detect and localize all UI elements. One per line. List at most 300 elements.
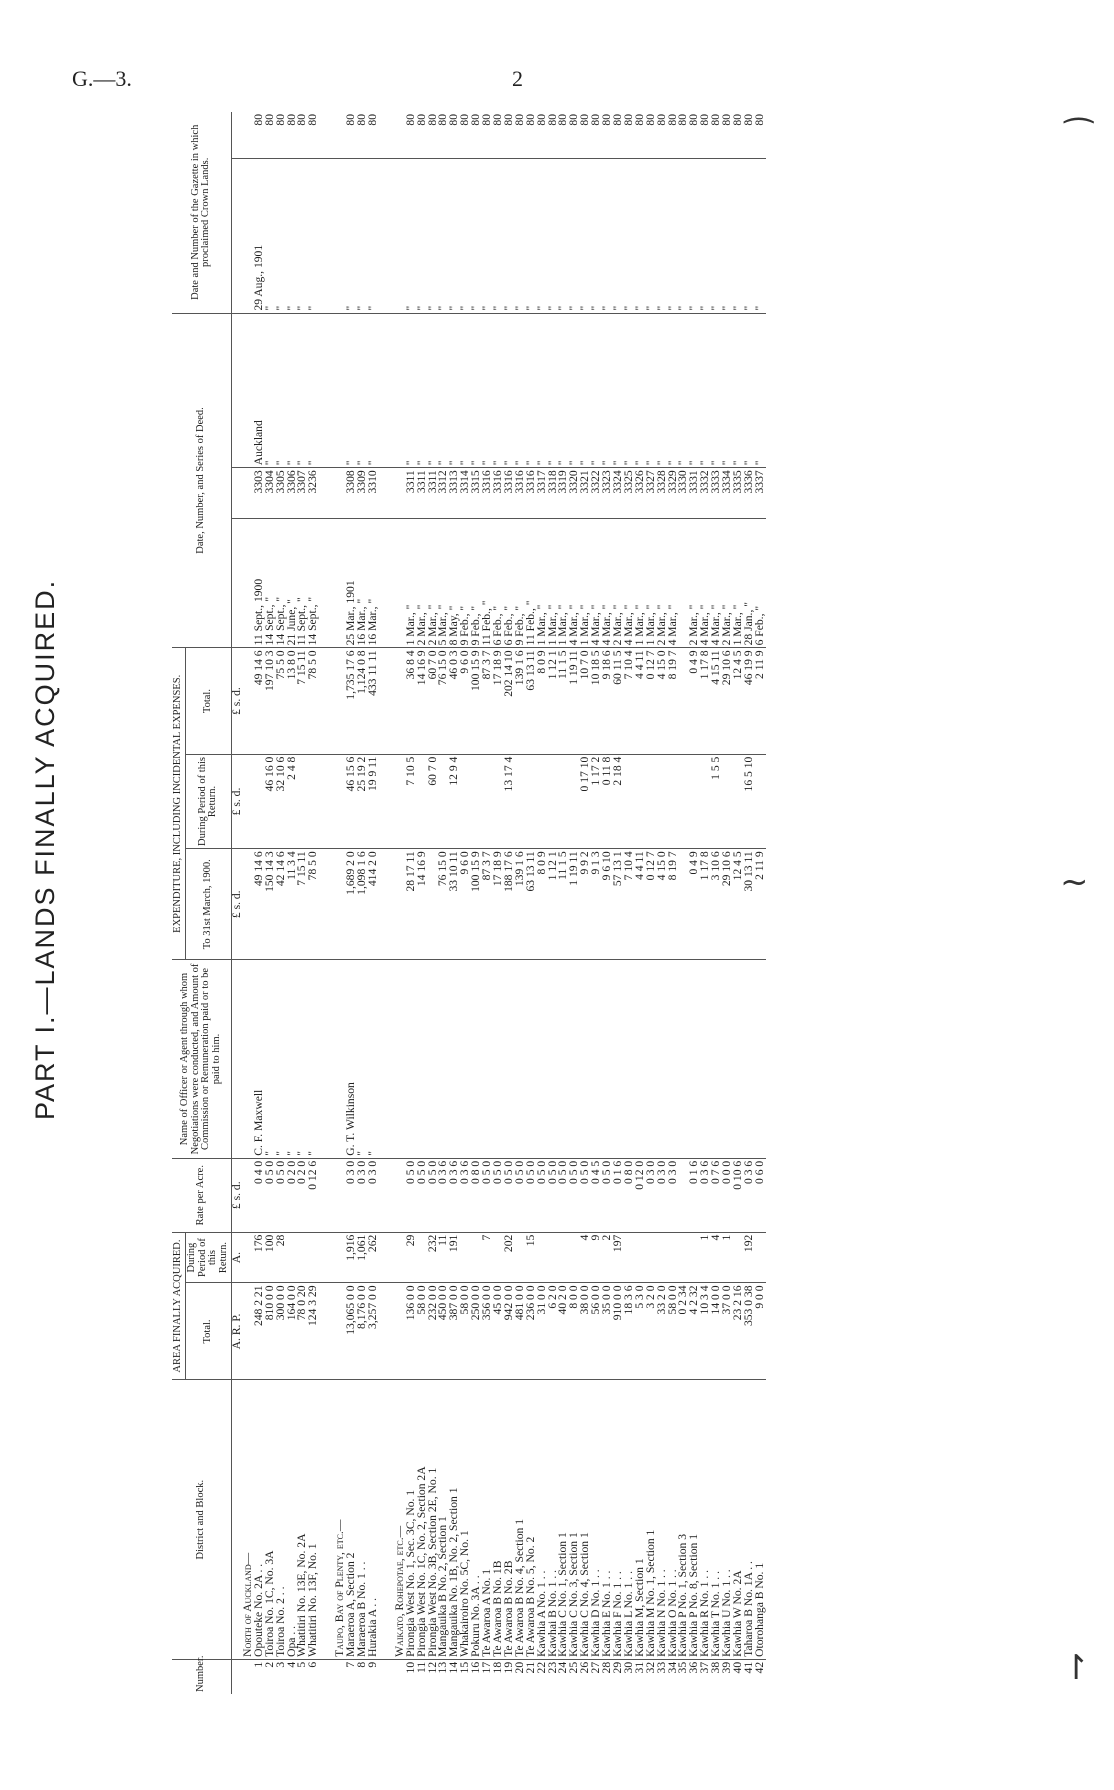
- expenditure-period: 12 9 4: [449, 754, 460, 849]
- gazette-date: ": [711, 158, 722, 313]
- expenditure-total: 9 6 0: [460, 648, 471, 754]
- expenditure-period: [722, 754, 733, 849]
- gazette-number: 80: [558, 112, 569, 158]
- district-block: Mangauika No. 1B, No. 2, Section 1: [449, 1380, 460, 1659]
- deed-series: ": [265, 313, 276, 468]
- rate-per-acre: 0 5 0: [602, 1158, 613, 1232]
- gazette-date: ": [417, 158, 428, 313]
- deed-date: 1 Mar., ": [537, 519, 548, 648]
- col-rate: Rate per Acre.: [172, 1158, 231, 1232]
- rate-per-acre: 0 3 0: [668, 1158, 679, 1232]
- expenditure-total: 46 0 3: [449, 648, 460, 754]
- col-officer: Name of Officer or Agent through whom Negotiations were conducted, and Amount of Commission or Remuneration paid or to be paid to him.: [172, 960, 231, 1159]
- area-period: 1: [722, 1232, 733, 1283]
- deed-date: 1 Mar., ": [635, 519, 646, 648]
- area-total: 910 0 0: [613, 1283, 624, 1380]
- area-period: 4: [580, 1232, 591, 1283]
- col-gazette: Date and Number of the Gazette in which proclaimed Crown Lands.: [172, 112, 231, 313]
- district-block: Kawhia O No. 1 . .: [668, 1380, 679, 1659]
- officer-name: [460, 960, 471, 1159]
- area-period: [297, 1232, 308, 1283]
- area-total: 5 3 0: [635, 1283, 646, 1380]
- rate-per-acre: 0 8 0: [624, 1158, 635, 1232]
- deed-date: 4 Mar., ": [711, 519, 722, 648]
- deed-series: ": [635, 313, 646, 468]
- gazette-number: 80: [357, 112, 368, 158]
- district-block: Pirongia West No. 1C, No. 2, Section 2A: [417, 1380, 428, 1659]
- row-number: 29: [610, 1661, 624, 1674]
- row-number: 16: [469, 1661, 483, 1674]
- area-period: [678, 1232, 689, 1283]
- expenditure-total: 17 18 9: [493, 648, 504, 754]
- area-period: 1: [700, 1232, 711, 1283]
- deed-number: 3316: [515, 468, 526, 519]
- row-number: 33: [654, 1661, 668, 1674]
- row-number: 20: [512, 1661, 526, 1674]
- expenditure-total: 60 11 5: [613, 648, 624, 754]
- table-row: [580, 112, 591, 1694]
- rate-per-acre: 0 3 6: [744, 1158, 755, 1232]
- table-row: [744, 112, 755, 1694]
- table-row: [254, 112, 265, 1694]
- expenditure-to-1900: 7 15 11: [297, 849, 308, 960]
- rate-per-acre: 0 3 0: [357, 1158, 368, 1232]
- expenditure-period: [678, 754, 689, 849]
- deed-number: 3324: [613, 468, 624, 519]
- row-number: 14: [447, 1661, 461, 1674]
- deed-series: ": [471, 313, 482, 468]
- rate-per-acre: 0 8 0: [471, 1158, 482, 1232]
- deed-series: ": [722, 313, 733, 468]
- expenditure-to-1900: 76 15 0: [438, 849, 449, 960]
- area-period: 15: [526, 1232, 537, 1283]
- expenditure-total: 60 7 0: [428, 648, 439, 754]
- expenditure-total: 433 11 11: [368, 648, 379, 754]
- area-total: 35 0 0: [602, 1283, 613, 1380]
- district-block: Toiroa No. 2 . .: [276, 1380, 287, 1659]
- district-block: Kawhia P No. 8, Section 1: [689, 1380, 700, 1659]
- officer-name: [406, 960, 417, 1159]
- district-block: Whatitiri No. 13E, No. 2A: [297, 1380, 308, 1659]
- row-number: 32: [643, 1661, 657, 1674]
- gazette-number: 80: [635, 112, 646, 158]
- expenditure-total: 9 18 6: [602, 648, 613, 754]
- deed-series: ": [569, 313, 580, 468]
- expenditure-to-1900: 42 14 6: [276, 849, 287, 960]
- district-block: Kawhia N No. 1 . .: [657, 1380, 668, 1659]
- rate-per-acre: 0 5 0: [548, 1158, 559, 1232]
- deed-series: ": [558, 313, 569, 468]
- deed-date: 4 Mar., ": [602, 519, 613, 648]
- area-period: [308, 1232, 319, 1283]
- page-number: 2: [512, 66, 523, 91]
- area-total: 58 0 0: [668, 1283, 679, 1380]
- row-number: 3: [273, 1661, 287, 1668]
- deed-number: 3321: [580, 468, 591, 519]
- table-row: [406, 112, 417, 1694]
- area-total: 31 0 0: [537, 1283, 548, 1380]
- area-total: 40 2 0: [558, 1283, 569, 1380]
- district-block: Pirongia West No. 3B, Section 2E, No. 1: [428, 1380, 439, 1659]
- expenditure-total: 63 13 11: [526, 648, 537, 754]
- area-total: 4 2 32: [689, 1283, 700, 1380]
- gazette-date: ": [646, 158, 657, 313]
- lands-table: [172, 112, 766, 1694]
- row-number: 9: [365, 1661, 379, 1668]
- gazette-number: 80: [700, 112, 711, 158]
- area-total: 23 2 16: [733, 1283, 744, 1380]
- deed-series: ": [428, 313, 439, 468]
- gazette-date: ": [515, 158, 526, 313]
- expenditure-total: 7 10 4: [624, 648, 635, 754]
- expenditure-to-1900: 4 15 0: [657, 849, 668, 960]
- officer-name: ": [297, 960, 308, 1159]
- deed-number: 3313: [449, 468, 460, 519]
- table-row: [689, 112, 700, 1694]
- row-number: 5: [295, 1661, 309, 1668]
- gazette-date: ": [265, 158, 276, 313]
- rate-per-acre: 0 5 0: [537, 1158, 548, 1232]
- deed-date: 14 Sept., ": [276, 519, 287, 648]
- rate-per-acre: 0 2 0: [287, 1158, 298, 1232]
- expenditure-total: 139 1 6: [515, 648, 526, 754]
- area-period: 202: [504, 1232, 515, 1283]
- page-reference: G.—3.: [72, 66, 132, 91]
- officer-name: C. F. Maxwell: [254, 960, 265, 1159]
- gazette-date: ": [580, 158, 591, 313]
- expenditure-period: [537, 754, 548, 849]
- deed-date: 1 Mar., ": [580, 519, 591, 648]
- gazette-date: ": [438, 158, 449, 313]
- table-row: [602, 112, 613, 1694]
- row-number: 4: [284, 1661, 298, 1668]
- expenditure-period: [515, 754, 526, 849]
- area-period: 100: [265, 1232, 276, 1283]
- officer-name: [417, 960, 428, 1159]
- gazette-date: 29 Aug., 1901: [254, 158, 265, 313]
- deed-number: 3336: [744, 468, 755, 519]
- row-number: 42: [752, 1661, 766, 1674]
- district-block: Te Awaroa B No. 4, Section 1: [515, 1380, 526, 1659]
- expenditure-period: 0 11 8: [602, 754, 613, 849]
- row-number: 39: [720, 1661, 734, 1674]
- deed-date: 2 Mar., ": [613, 519, 624, 648]
- gazette-number: 80: [678, 112, 689, 158]
- expenditure-to-1900: 78 5 0: [308, 849, 319, 960]
- table-row: [297, 112, 308, 1694]
- area-total: 10 3 4: [700, 1283, 711, 1380]
- area-total: 356 0 0: [482, 1283, 493, 1380]
- expenditure-period: [460, 754, 471, 849]
- table-row: [668, 112, 679, 1694]
- officer-name: [657, 960, 668, 1159]
- area-total: 33 2 0: [657, 1283, 668, 1380]
- col-area-total: Total.: [185, 1283, 231, 1380]
- table-row: [357, 112, 368, 1694]
- expenditure-to-1900: 9 6 10: [602, 849, 613, 960]
- deed-number: 3306: [287, 468, 298, 519]
- expenditure-period: 46 15 6: [346, 754, 357, 849]
- district-group-row: [395, 112, 406, 1694]
- expenditure-period: 13 17 4: [504, 754, 515, 849]
- deed-number: 3316: [526, 468, 537, 519]
- expenditure-to-1900: 414 2 0: [368, 849, 379, 960]
- row-number: 2: [262, 1661, 276, 1668]
- deed-series: ": [515, 313, 526, 468]
- gazette-number: 80: [569, 112, 580, 158]
- rate-per-acre: 0 0 0: [722, 1158, 733, 1232]
- gazette-number: 80: [406, 112, 417, 158]
- row-number: 37: [698, 1661, 712, 1674]
- area-period: [646, 1232, 657, 1283]
- table-row: [548, 112, 559, 1694]
- table-row: [493, 112, 504, 1694]
- deed-date: 16 Mar., ": [357, 519, 368, 648]
- expenditure-period: [755, 754, 766, 849]
- rate-per-acre: 0 3 0: [646, 1158, 657, 1232]
- deed-series: ": [548, 313, 559, 468]
- deed-series: ": [646, 313, 657, 468]
- rate-per-acre: 0 2 0: [297, 1158, 308, 1232]
- district-block: Whatitiri No. 13F, No. 1: [308, 1380, 319, 1659]
- rate-per-acre: 0 4 0: [254, 1158, 265, 1232]
- gazette-date: ": [276, 158, 287, 313]
- gazette-date: ": [449, 158, 460, 313]
- deed-series: ": [287, 313, 298, 468]
- district-group-row: [243, 112, 254, 1694]
- expenditure-period: [668, 754, 679, 849]
- gazette-number: 80: [657, 112, 668, 158]
- area-period: [755, 1232, 766, 1283]
- expenditure-period: [558, 754, 569, 849]
- gazette-number: 80: [548, 112, 559, 158]
- area-period: [537, 1232, 548, 1283]
- expenditure-total: 0 4 9: [689, 648, 700, 754]
- margin-mark: ~: [1060, 862, 1089, 902]
- area-period: 176: [254, 1232, 265, 1283]
- expenditure-to-1900: 11 1 5: [558, 849, 569, 960]
- rate-per-acre: 0 5 0: [428, 1158, 439, 1232]
- gazette-number: 80: [297, 112, 308, 158]
- deed-date: 4 Mar., ": [624, 519, 635, 648]
- rate-per-acre: 0 5 0: [504, 1158, 515, 1232]
- rate-per-acre: 0 5 0: [265, 1158, 276, 1232]
- area-total: 3 2 0: [646, 1283, 657, 1380]
- gazette-date: ": [428, 158, 439, 313]
- deed-date: 11 Feb., ": [482, 519, 493, 648]
- deed-number: 3332: [700, 468, 711, 519]
- expenditure-period: 60 7 0: [428, 754, 439, 849]
- gazette-number: 80: [417, 112, 428, 158]
- gazette-number: 80: [346, 112, 357, 158]
- unit-area: A. R. P.: [231, 1283, 242, 1380]
- expenditure-to-1900: 14 16 9: [417, 849, 428, 960]
- gazette-date: ": [548, 158, 559, 313]
- expenditure-total: 75 5 0: [276, 648, 287, 754]
- area-total: 37 0 0: [722, 1283, 733, 1380]
- deed-date: 5 Mar., ": [438, 519, 449, 648]
- expenditure-period: 1 5 5: [711, 754, 722, 849]
- area-total: 13,065 0 0: [346, 1283, 357, 1380]
- deed-number: 3317: [537, 468, 548, 519]
- expenditure-to-1900: 57 13 1: [613, 849, 624, 960]
- expenditure-period: [657, 754, 668, 849]
- district-block: Kawhia M, Section 1: [635, 1380, 646, 1659]
- expenditure-period: 25 19 2: [357, 754, 368, 849]
- expenditure-total: 7 15 11: [297, 648, 308, 754]
- district-block: Kawhia C No. 4, Section 1: [580, 1380, 591, 1659]
- gazette-number: 80: [689, 112, 700, 158]
- area-total: 136 0 0: [406, 1283, 417, 1380]
- deed-number: 3337: [755, 468, 766, 519]
- gazette-number: 80: [438, 112, 449, 158]
- district-block: Kawhia F No. 1 . .: [613, 1380, 624, 1659]
- row-number: 21: [523, 1661, 537, 1674]
- gazette-date: ": [755, 158, 766, 313]
- area-total: 45 0 0: [493, 1283, 504, 1380]
- officer-name: ": [276, 960, 287, 1159]
- row-number: 26: [578, 1661, 592, 1674]
- officer-name: [591, 960, 602, 1159]
- deed-series: ": [438, 313, 449, 468]
- rate-per-acre: 0 5 0: [493, 1158, 504, 1232]
- expenditure-total: 4 15 11: [711, 648, 722, 754]
- row-number: 30: [621, 1661, 635, 1674]
- gazette-date: ": [678, 158, 689, 313]
- area-total: 450 0 0: [438, 1283, 449, 1380]
- gazette-date: ": [624, 158, 635, 313]
- deed-number: 3314: [460, 468, 471, 519]
- rate-per-acre: 0 1 6: [689, 1158, 700, 1232]
- area-total: 353 0 38: [744, 1283, 755, 1380]
- expenditure-total: 10 7 0: [580, 648, 591, 754]
- expenditure-to-1900: 1,098 1 6: [357, 849, 368, 960]
- gazette-number: 80: [254, 112, 265, 158]
- deed-number: 3312: [438, 468, 449, 519]
- col-exp-period: During Period of this Return.: [185, 754, 231, 849]
- gazette-date: ": [287, 158, 298, 313]
- rate-per-acre: 0 5 0: [526, 1158, 537, 1232]
- area-period: 2: [602, 1232, 613, 1283]
- deed-series: ": [276, 313, 287, 468]
- row-number: 13: [436, 1661, 450, 1674]
- expenditure-total: 49 14 6: [254, 648, 265, 754]
- deed-date: 4 Mar., ": [700, 519, 711, 648]
- deed-series: ": [613, 313, 624, 468]
- area-total: 248 2 21: [254, 1283, 265, 1380]
- expenditure-to-1900: 9 6 0: [460, 849, 471, 960]
- gazette-date: ": [357, 158, 368, 313]
- gazette-number: 80: [755, 112, 766, 158]
- col-number: Number.: [172, 1659, 231, 1694]
- area-period: 1,916: [346, 1232, 357, 1283]
- row-number: 19: [501, 1661, 515, 1674]
- row-number: 17: [480, 1661, 494, 1674]
- district-block: Kawhia M No. 1, Section 1: [646, 1380, 657, 1659]
- district-block: Te Awaroa B No. 1B: [493, 1380, 504, 1659]
- unit-dur: £ s. d.: [231, 754, 242, 849]
- table-row: [482, 112, 493, 1694]
- deed-series: ": [580, 313, 591, 468]
- area-total: 300 0 0: [276, 1283, 287, 1380]
- expenditure-total: 12 4 5: [733, 648, 744, 754]
- rate-per-acre: 0 5 0: [406, 1158, 417, 1232]
- rate-per-acre: 0 3 0: [657, 1158, 668, 1232]
- row-number: 27: [589, 1661, 603, 1674]
- expenditure-period: [646, 754, 657, 849]
- deed-date: 25 Mar., 1901: [346, 519, 357, 648]
- area-period: 29: [406, 1232, 417, 1283]
- table-row: [276, 112, 287, 1694]
- deed-number: 3319: [558, 468, 569, 519]
- deed-date: 11 Sept., ": [297, 519, 308, 648]
- deed-number: 3333: [711, 468, 722, 519]
- area-total: 236 0 0: [526, 1283, 537, 1380]
- deed-date: 2 Mar., ": [689, 519, 700, 648]
- expenditure-to-1900: 49 14 6: [254, 849, 265, 960]
- deed-number: 3316: [493, 468, 504, 519]
- gazette-date: ": [700, 158, 711, 313]
- gazette-number: 80: [368, 112, 379, 158]
- officer-name: [624, 960, 635, 1159]
- district-block: Te Awaroa B No. 5, No. 2: [526, 1380, 537, 1659]
- district-block: Te Awaroa B No. 2B: [504, 1380, 515, 1659]
- deed-date: 28 Jan., ": [744, 519, 755, 648]
- group-heading: Waikato, Rohepotae, etc.—: [395, 1380, 406, 1659]
- expenditure-to-1900: 3 10 6: [711, 849, 722, 960]
- expenditure-to-1900: 63 13 11: [526, 849, 537, 960]
- area-total: 810 0 0: [265, 1283, 276, 1380]
- gazette-date: ": [346, 158, 357, 313]
- area-period: 232: [428, 1232, 439, 1283]
- expenditure-period: [297, 754, 308, 849]
- deed-number: 3309: [357, 468, 368, 519]
- deed-series: ": [711, 313, 722, 468]
- deed-number: 3315: [471, 468, 482, 519]
- deed-number: 3320: [569, 468, 580, 519]
- expenditure-period: 46 16 0: [265, 754, 276, 849]
- gazette-number: 80: [744, 112, 755, 158]
- gazette-date: ": [558, 158, 569, 313]
- deed-number: 3318: [548, 468, 559, 519]
- deed-series: ": [668, 313, 679, 468]
- deed-date: 4 Mar., ": [569, 519, 580, 648]
- deed-date: 2 Mar., ": [417, 519, 428, 648]
- officer-name: [438, 960, 449, 1159]
- col-exp-total: Total.: [185, 648, 231, 754]
- expenditure-to-1900: 1 17 8: [700, 849, 711, 960]
- area-total: 387 0 0: [449, 1283, 460, 1380]
- deed-series: ": [689, 313, 700, 468]
- gazette-date: ": [504, 158, 515, 313]
- district-block: Whakairoiro No. 5C, No. 1: [460, 1380, 471, 1659]
- gazette-number: 80: [504, 112, 515, 158]
- row-number: 34: [665, 1661, 679, 1674]
- row-number: 23: [545, 1661, 559, 1674]
- group-heading: North of Auckland—: [243, 1380, 254, 1659]
- expenditure-total: 202 14 10: [504, 648, 515, 754]
- gazette-number: 80: [646, 112, 657, 158]
- officer-name: [537, 960, 548, 1159]
- expenditure-to-1900: 188 17 6: [504, 849, 515, 960]
- expenditure-total: 11 1 5: [558, 648, 569, 754]
- gazette-date: ": [668, 158, 679, 313]
- deed-series: ": [733, 313, 744, 468]
- rate-per-acre: 0 5 0: [580, 1158, 591, 1232]
- expenditure-period: 32 10 6: [276, 754, 287, 849]
- row-number: 24: [556, 1661, 570, 1674]
- district-block: Otorohanga B No. 1: [755, 1380, 766, 1659]
